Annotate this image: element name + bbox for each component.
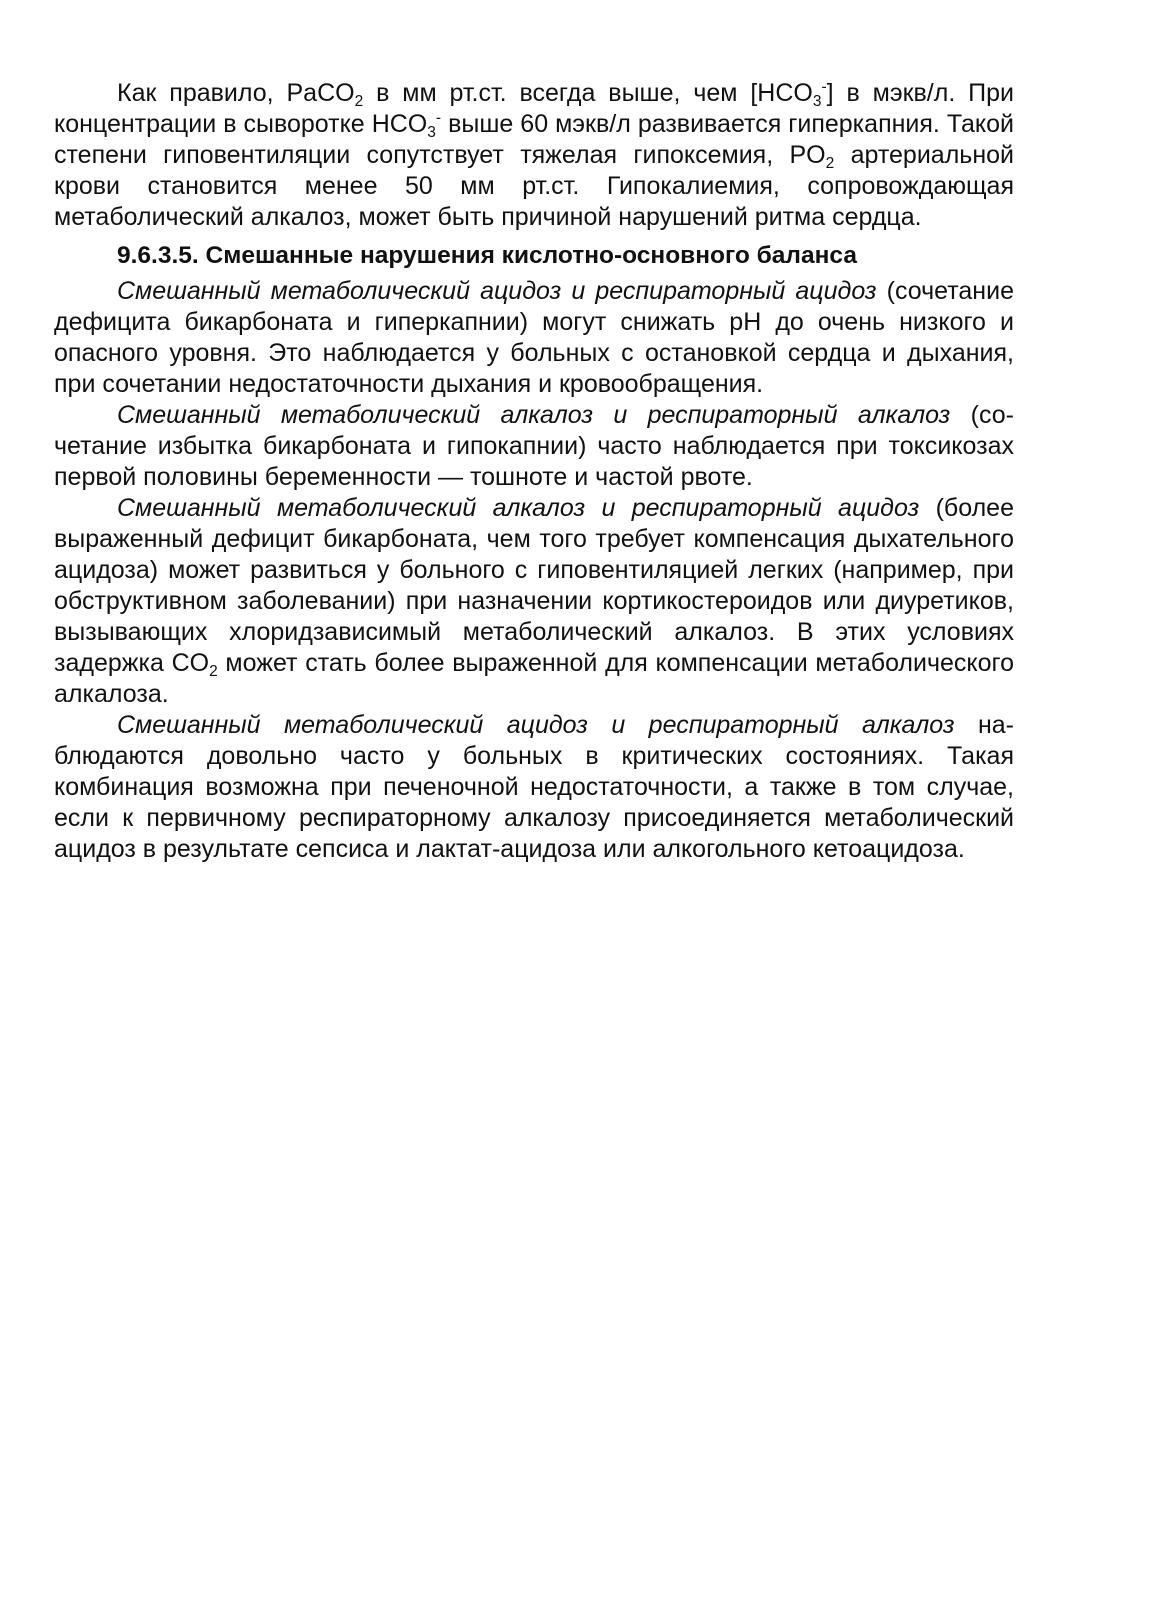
intro-text-5: выше 60 мэкв/л развивается гиперкапния. Такой степени гиповентиляции сопутствует тяжелая гипоксемия, PO: [54, 110, 1015, 169]
paragraph-mixed-alkalosis: [54, 400, 1014, 493]
intro-text-4: При концентрации в сыворотке HCO: [54, 79, 1015, 138]
paragraph-text: наблюдаются довольно часто у больных в критических состояниях. Такая комбинация возможна при печеночной недостаточности, а также в том случае, если к первичному респираторному алкалозу присоединяется метаболический ацидоз в результате сепсиса и лактат-ацидоза или алкогольного кетоацидоза.: [54, 711, 1014, 863]
paragraph-text-b: может стать более выраженной для компенсации метаболического алкалоза.: [54, 649, 1014, 708]
paragraph-subscript: 2: [209, 662, 218, 680]
intro-subscript-1: 2: [354, 92, 364, 110]
intro-text-3: ] в мэкв/л.: [826, 79, 956, 107]
document-page: [54, 78, 1014, 865]
term-acidosis-alkalosis: Смешанный метаболический ацидоз и респираторный алкалоз: [117, 711, 955, 739]
intro-subscript-4: 2: [825, 154, 835, 172]
paragraph-text: (сочетание дефицита бикарбоната и гиперкапнии) могут снижать pH до очень низкого и опасного уровня. Это наблюдается у больных с остановкой сердца и дыхания, при сочетании недостаточности дыхания и кровообращения.: [54, 277, 1014, 398]
term-mixed-acidosis: Смешанный метаболический ацидоз и респираторный ацидоз: [117, 277, 877, 305]
term-alkalosis-acidosis: Смешанный метаболический алкалоз и респираторный ацидоз: [117, 494, 920, 522]
intro-superscript-1: -: [821, 78, 827, 96]
intro-subscript-2: 3: [812, 92, 822, 110]
intro-subscript-3: 3: [427, 123, 436, 141]
paragraph-mixed-acidosis: [54, 276, 1014, 400]
intro-superscript-2: -: [435, 109, 442, 127]
intro-text-1: Как правило, PaCO: [117, 79, 355, 107]
paragraph-text: (сочетание избытка бикарбоната и гипокапнии) часто наблюдается при токсикозах первой половины беременности — тошноте и частой рвоте.: [54, 401, 1014, 491]
paragraph-acidosis-alkalosis: [54, 710, 1014, 865]
intro-text-2: в мм рт.ст. всегда выше, чем [HCO: [363, 79, 813, 107]
paragraph-alkalosis-acidosis: [54, 493, 1014, 710]
intro-paragraph: [54, 78, 1014, 233]
section-heading: 9.6.3.5. Смешанные нарушения кислотно-основного баланса: [117, 242, 857, 269]
term-mixed-alkalosis: Смешанный метаболический алкалоз и респираторный алкалоз: [117, 401, 951, 429]
intro-text-6: артериальной крови становится менее 50 мм рт.ст. Гипокалиемия, сопровождающая метаболический алкалоз, может быть причиной нарушений ритма сердца.: [54, 141, 1014, 231]
paragraph-text-a: (более выраженный дефицит бикарбоната, чем того требует компенсация дыхательного ацидоза) может развиться у больного с гиповентиляцией легких (например, при обструктивном заболевании) при назначении кортикостероидов или диуретиков, вызывающих хлоридзависимый метаболический алкалоз. В этих условиях задержка CO: [54, 494, 1014, 677]
